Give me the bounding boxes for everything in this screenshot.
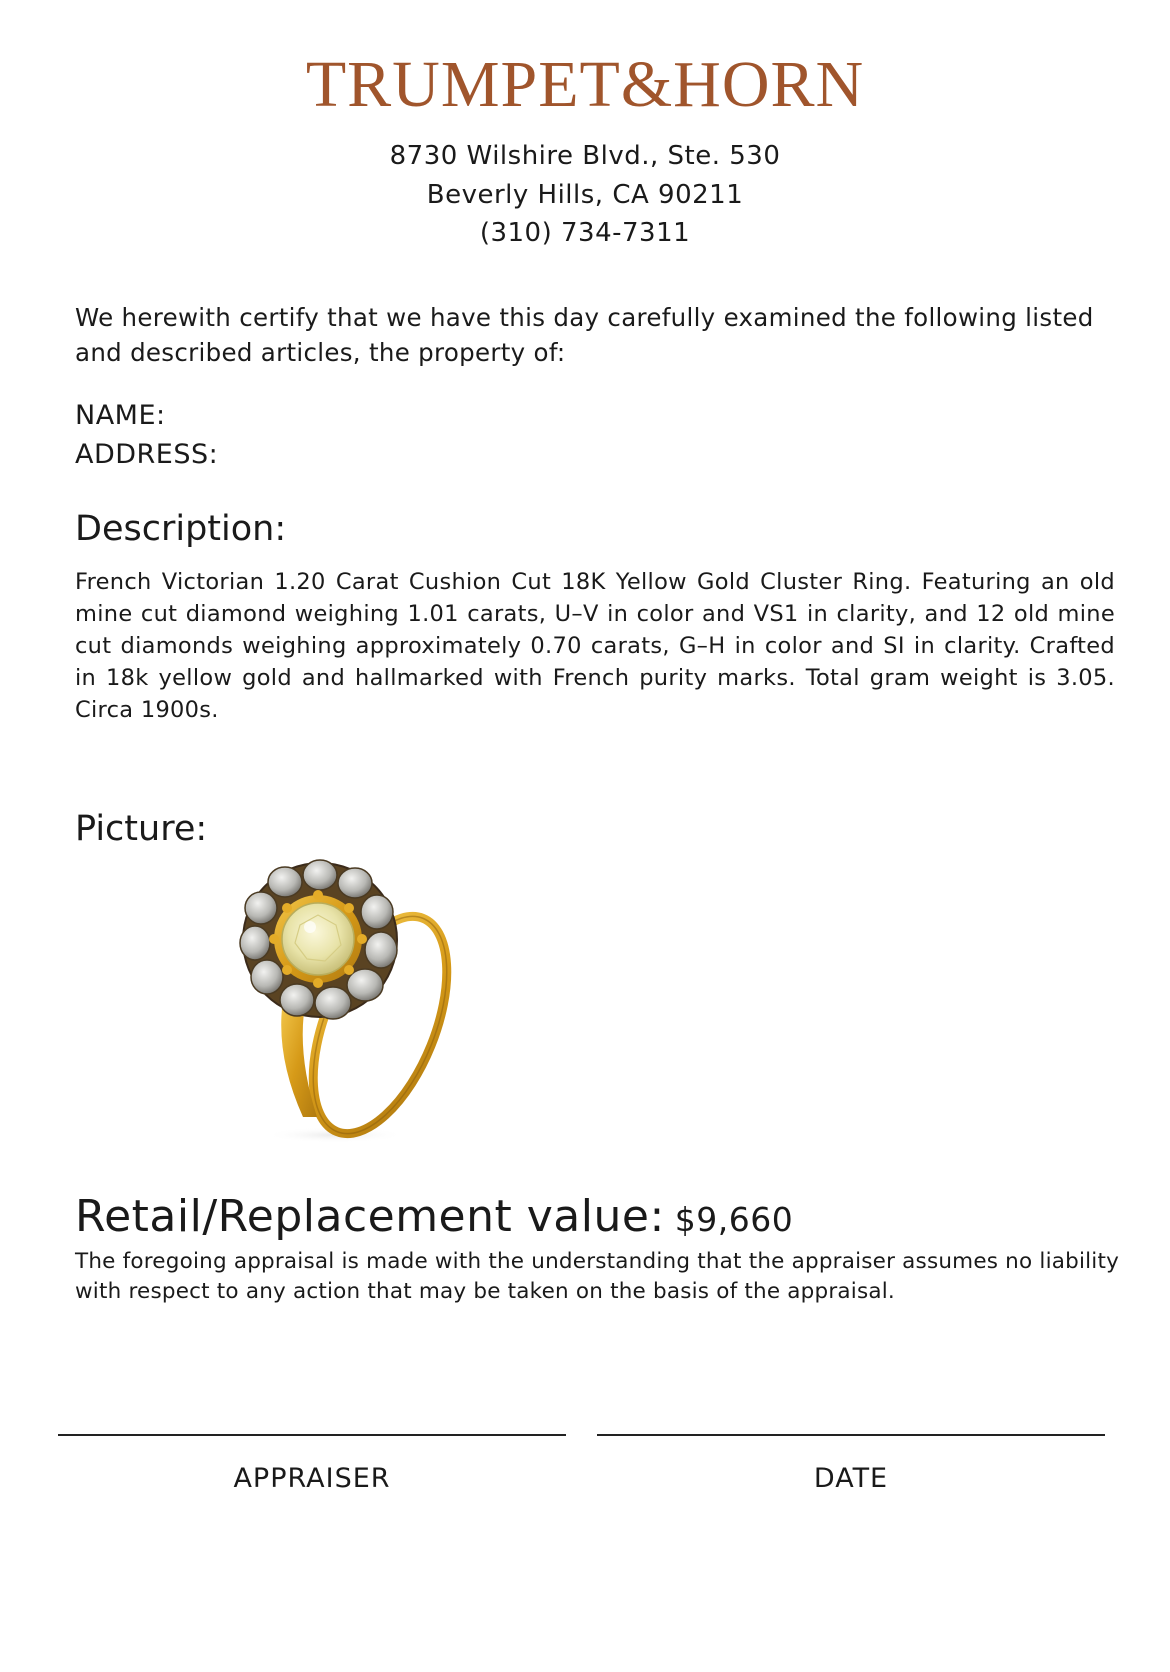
address-line-2: Beverly Hills, CA 90211 — [426, 180, 744, 210]
retail-value-row — [75, 1191, 794, 1242]
brand-logo: TRUMPET&HORN — [305, 48, 865, 121]
address-line-1: 8730 Wilshire Blvd., Ste. 530 — [389, 141, 781, 171]
date-signature-line — [597, 1434, 1105, 1436]
description-text: French Victorian 1.20 Carat Cushion Cut 18K Yellow Gold Cluster Ring. Featuring an old mine cut diamond weighing 1.01 carats, U–V in color and VS1 in clarity, and 12 old mine cut diamonds weighing approximately 0.70 carats, G–H in color and SI in clarity. Crafted in 18k yellow gold and hallmarked with French purity marks. Total gram weight is 3.05. Circa 1900s. — [75, 569, 1115, 723]
appraiser-label: APPRAISER — [233, 1463, 391, 1494]
address-label: ADDRESS: — [75, 439, 219, 470]
name-label: NAME: — [75, 400, 166, 431]
ring-image — [225, 855, 485, 1145]
retail-value-label: Retail/Replacement value: — [75, 1191, 665, 1242]
picture-heading: Picture: — [75, 809, 208, 849]
appraisal-disclaimer: The foregoing appraisal is made with the understanding that the appraiser assumes no liability with respect to any action that may be taken on the basis of the appraisal. — [75, 1249, 1120, 1304]
phone-number: (310) 734-7311 — [479, 218, 691, 248]
retail-value-amount: $9,660 — [674, 1200, 794, 1239]
certification-intro: We herewith certify that we have this day carefully examined the following listed and described articles, the property of: — [75, 303, 1094, 367]
appraiser-signature-line — [58, 1434, 566, 1436]
date-label: DATE — [813, 1463, 889, 1494]
description-heading: Description: — [75, 509, 287, 549]
